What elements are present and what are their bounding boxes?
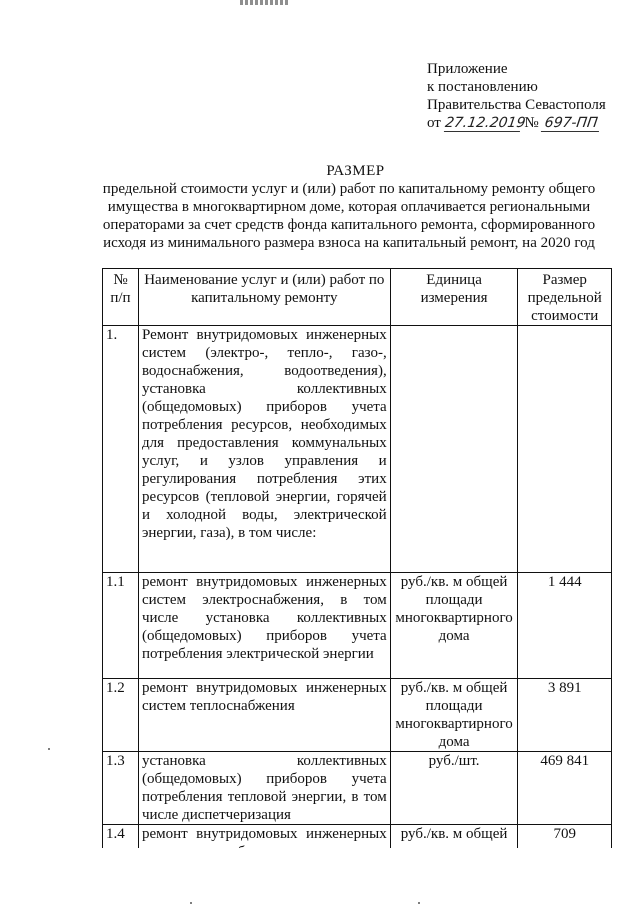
row-service-name: ремонт внутридомовых инженерных — [138, 825, 390, 862]
header-service-name: Наименование услуг и (или) работ по капитальному ремонту — [138, 269, 390, 326]
appendix-line-3: Правительства Севастополя — [427, 97, 606, 113]
table-row — [103, 326, 612, 573]
row-value: 469 841 — [518, 752, 612, 825]
appendix-line-2: к постановлению — [427, 79, 538, 95]
cost-table — [102, 268, 612, 862]
scan-speck — [418, 902, 420, 904]
row-number: 1.1 — [103, 573, 139, 679]
row-number: 1. — [103, 326, 139, 573]
table-row — [103, 573, 612, 679]
row-service-name: ремонт внутридомовых инженерных систем электроснабжения, в том числе установка коллективных (общедомовых) приборов учета потребления электрической энергии — [138, 573, 390, 679]
row-unit: руб./кв. м общей — [390, 825, 518, 862]
row-unit: руб./кв. м общей площади многоквартирного дома — [390, 573, 518, 679]
row-value: 1 444 — [518, 573, 612, 679]
row-service-name: ремонт внутридомовых инженерных систем теплоснабжения — [138, 679, 390, 752]
table-row — [103, 752, 612, 825]
document-subtitle: предельной стоимости услуг и (или) работ по капитальному ремонту общего имущества в многоквартирном доме, которая оплачивается региональными операторами за счет средств фонда капитального ремонта, сформированного исходя из минимального размера взноса на капитальный ремонт, на 2020 год — [102, 181, 596, 251]
handwritten-date: 27.12.2019 — [443, 115, 527, 131]
row-number: 1.3 — [103, 752, 139, 825]
row-service-name: Ремонт внутридомовых инженерных систем (электро-, тепло-, газо-, водоснабжения, водоотведения), установка коллективных (общедомовых) приборов учета потребления ресурсов, необходимых для предоставления коммунальных услуг, и узлов управления и регулирования потребления этих ресурсов (тепловой энергии, горячей и холодной воды, электрической энергии, газа), в том числе: — [138, 326, 390, 573]
page-cutoff — [0, 848, 631, 905]
top-scan-mark — [240, 0, 288, 5]
header-number: № п/п — [103, 269, 139, 326]
row-value: 3 891 — [518, 679, 612, 752]
row-unit — [390, 326, 518, 573]
row-number: 1.4 — [103, 825, 139, 862]
row-service-name: установка коллективных (общедомовых) приборов учета потребления тепловой энергии, в том числе диспетчеризация — [138, 752, 390, 825]
row-value: 709 — [518, 825, 612, 862]
row-unit: руб./кв. м общей площади многоквартирного дома — [390, 679, 518, 752]
table-header-row — [103, 269, 612, 326]
scan-speck — [190, 902, 192, 904]
header-max-cost: Размер предельной стоимости — [518, 269, 612, 326]
handwritten-number: 697-ПП — [541, 116, 601, 132]
document-title: РАЗМЕР — [326, 163, 385, 179]
appendix-date-line — [427, 114, 627, 132]
appendix-block — [427, 60, 627, 132]
row-unit: руб./шт. — [390, 752, 518, 825]
scan-speck — [48, 748, 50, 750]
row-number: 1.2 — [103, 679, 139, 752]
appendix-line-1: Приложение — [427, 61, 508, 77]
number-prefix: № — [524, 115, 539, 131]
row-value — [518, 326, 612, 573]
date-prefix: от — [427, 115, 441, 131]
header-unit: Единица измерения — [390, 269, 518, 326]
table-row — [103, 679, 612, 752]
